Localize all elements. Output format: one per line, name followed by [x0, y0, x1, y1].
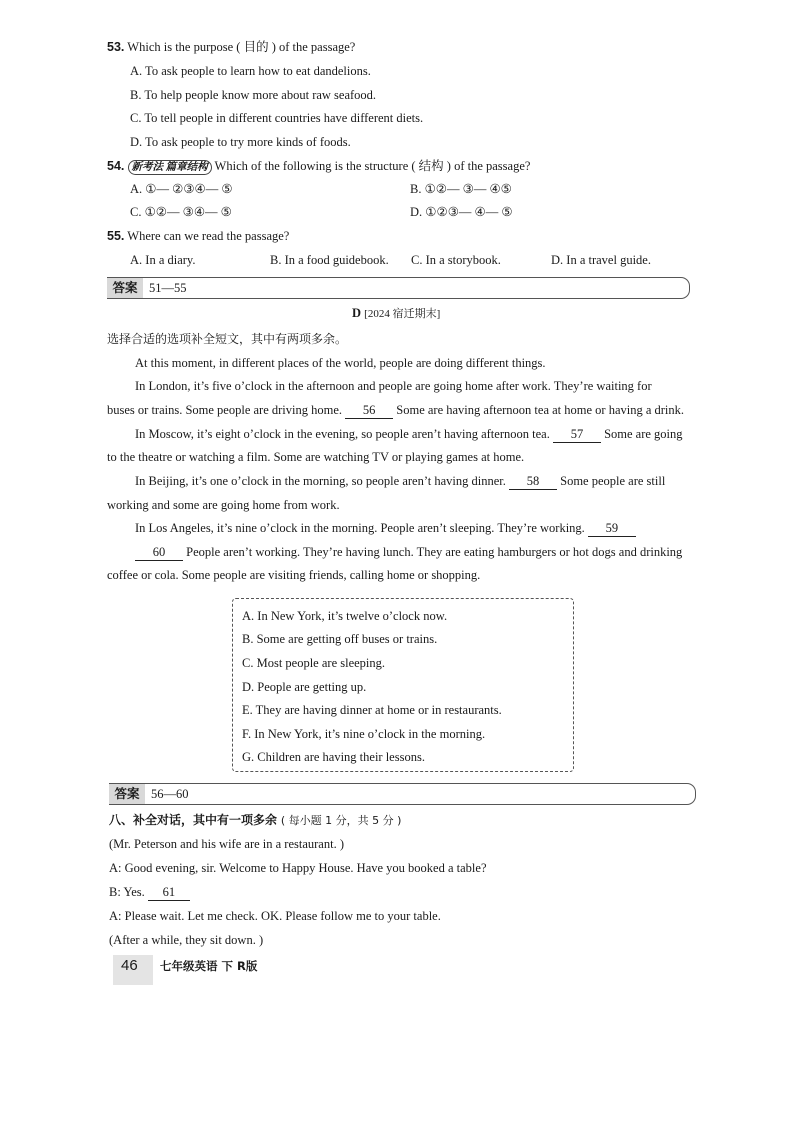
option-e: E. They are having dinner at home or in restaurants. [242, 703, 502, 717]
q55-option-a: A. In a diary. [130, 253, 196, 267]
passage-line: In Los Angeles, it’s nine o’clock in the morning. People aren’t sleeping. They’re working. 59 [135, 520, 636, 537]
section-d-instruction: 选择合适的选项补全短文，其中有两项多余。 [107, 332, 348, 346]
passage-line: coffee or cola. Some people are visiting friends, calling home or shopping. [107, 568, 481, 582]
q53-option-d: D. To ask people to try more kinds of foods. [130, 135, 351, 149]
passage-line: In London, it’s five o’clock in the afternoon and people are going home after work. They’re waiting for [135, 379, 652, 393]
q53-stem: 53. Which is the purpose ( 目的 ) of the passage? [107, 40, 356, 54]
passage-line: working and some are going home from work. [107, 498, 340, 512]
q54-option-c: C. ①②— ③④— ⑤ [130, 205, 232, 219]
q54-option-d: D. ①②③— ④— ⑤ [410, 205, 513, 219]
passage-line: In Beijing, it’s one o’clock in the morning, so people aren’t having dinner. 58 Some people are still [135, 474, 666, 488]
q54-option-a: A. ①— ②③④— ⑤ [130, 182, 233, 196]
section-d-heading: D [2024 宿迁期末] [352, 306, 441, 320]
book-title: 七年级英语 下 R版 [160, 959, 258, 973]
passage-line: to the theatre or watching a film. Some are watching TV or playing games at home. [107, 450, 525, 464]
option-d: D. People are getting up. [242, 680, 367, 694]
blank-60[interactable]: 60 [135, 544, 183, 561]
answer-label: 答案 [109, 784, 145, 804]
q55-option-d: D. In a travel guide. [551, 253, 651, 267]
passage-line: buses or trains. Some people are driving home. 56 Some are having afternoon tea at home or having a drink. [107, 403, 685, 417]
q54-stem: 54. 新考法 篇章结构 Which of the following is the structure ( 结构 ) of the passage? [107, 159, 531, 173]
answer-bar [109, 783, 696, 805]
q53-option-a: A. To ask people to learn how to eat dandelions. [130, 64, 371, 78]
dialogue-line: (After a while, they sit down. ) [109, 933, 264, 947]
page-number: 46 [113, 955, 153, 985]
blank-57[interactable]: 57 [553, 426, 601, 443]
question-type-tag: 新考法 篇章结构 [128, 160, 212, 175]
blank-59[interactable]: 59 [588, 520, 636, 537]
q55-stem: 55. Where can we read the passage? [107, 229, 290, 243]
option-f: F. In New York, it’s nine o’clock in the morning. [242, 727, 486, 741]
q55-option-b: B. In a food guidebook. [270, 253, 389, 267]
blank-56[interactable]: 56 [345, 402, 393, 419]
q54-option-b: B. ①②— ③— ④⑤ [410, 182, 512, 196]
q53-option-b: B. To help people know more about raw seafood. [130, 88, 377, 102]
answer-range: 51—55 [149, 281, 187, 295]
passage-line: In Moscow, it’s eight o’clock in the evening, so people aren’t having afternoon tea. 57 Some are going [135, 427, 683, 441]
answer-bar [107, 277, 690, 299]
dialogue-line: A: Please wait. Let me check. OK. Please follow me to your table. [109, 909, 441, 923]
dialogue-line: A: Good evening, sir. Welcome to Happy House. Have you booked a table? [109, 861, 487, 875]
q55-option-c: C. In a storybook. [411, 253, 501, 267]
option-c: C. Most people are sleeping. [242, 656, 386, 670]
option-b: B. Some are getting off buses or trains. [242, 632, 438, 646]
options-box [232, 598, 574, 772]
answer-range: 56—60 [151, 787, 189, 801]
option-a: A. In New York, it’s twelve o’clock now. [242, 609, 448, 623]
dialogue-line: B: Yes. 61 [109, 884, 190, 901]
dialogue-line: (Mr. Peterson and his wife are in a restaurant. ) [109, 837, 344, 851]
section-8-heading: 八、补全对话，其中有一项多余 ( 每小题 1 分，共 5 分 ) [109, 813, 402, 827]
blank-58[interactable]: 58 [509, 473, 557, 490]
answer-label: 答案 [107, 278, 143, 298]
passage-line: 60 People aren’t working. They’re having lunch. They are eating hamburgers or hot dogs and drinking [135, 544, 682, 561]
passage-paragraph: At this moment, in different places of the world, people are doing different things. [135, 356, 546, 370]
option-g: G. Children are having their lessons. [242, 750, 425, 764]
blank-61[interactable]: 61 [148, 884, 190, 901]
q53-option-c: C. To tell people in different countries have different diets. [130, 111, 424, 125]
